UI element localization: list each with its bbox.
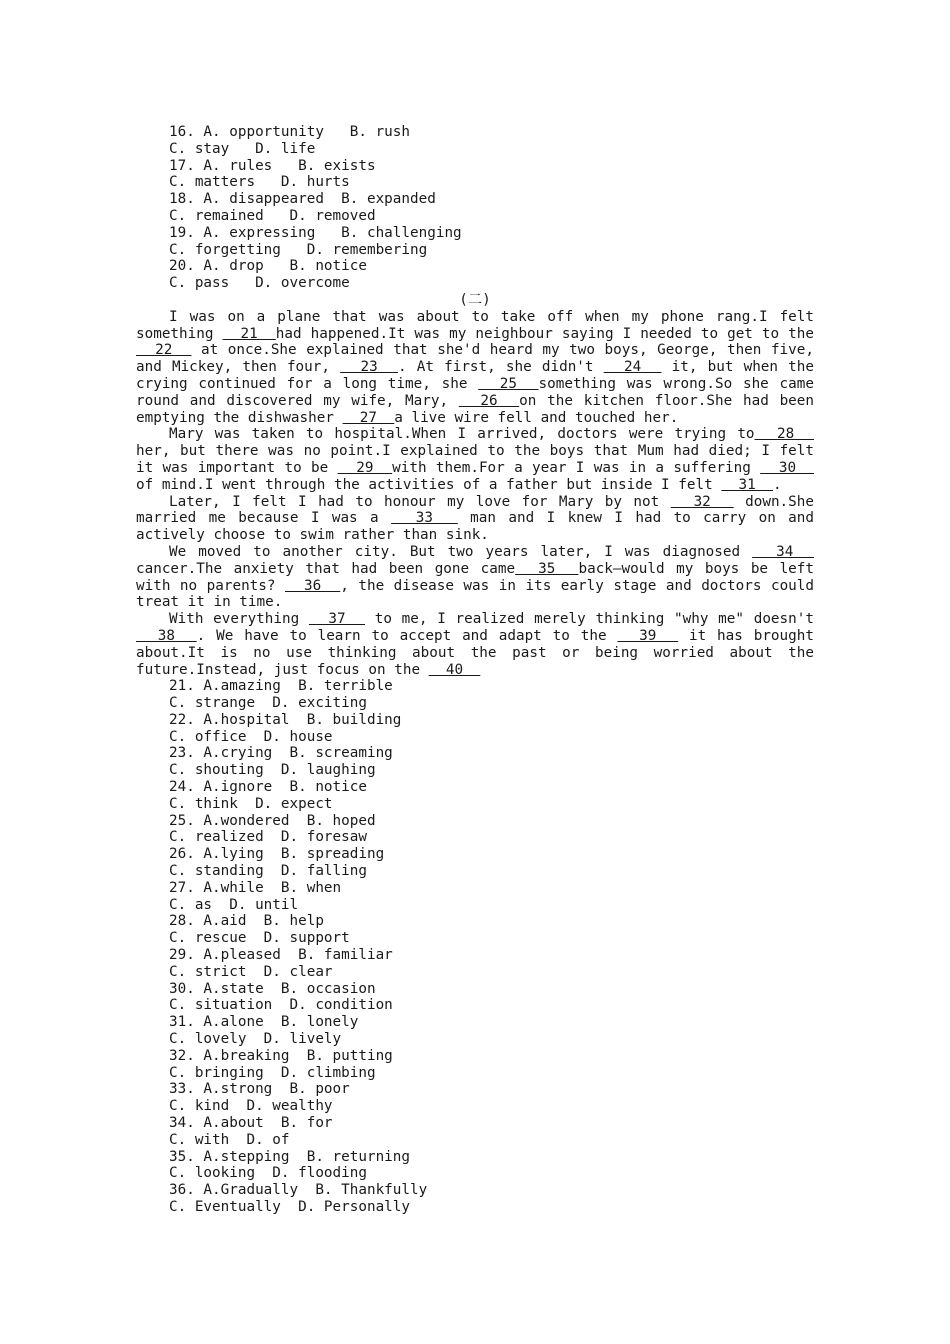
option-line: C. situation D. condition: [169, 997, 393, 1014]
blank-39: 39: [617, 627, 679, 644]
passage-text: of mind.I went through the activities of a father but inside I felt: [136, 476, 722, 493]
blank-28: 28: [754, 426, 814, 443]
option-line: 20. A. drop B. notice: [169, 258, 367, 275]
options-21-36: [136, 678, 814, 1216]
document-page: [136, 124, 814, 1216]
passage-text: at once.She explained that she'd heard my two boys, George, then five, and Mickey, then four,: [136, 342, 814, 376]
blank-38: 38: [136, 627, 197, 644]
passage-text: with them.For a year I was in a suffering: [392, 459, 761, 476]
blank-35: 35: [515, 560, 579, 577]
passage-text: back—would my boys be left with no parents?: [136, 560, 815, 594]
option-line: 23. A.crying B. screaming: [169, 745, 393, 762]
passage-text: Later, I felt I had to honour my love for Mary by not: [169, 493, 671, 510]
option-line: 21. A.amazing B. terrible: [169, 678, 393, 695]
blank-22: 22: [136, 342, 192, 359]
option-line: C. think D. expect: [169, 795, 333, 812]
blank-27: 27: [342, 409, 395, 426]
passage-text: on the kitchen floor.She had been emptying the dishwasher: [136, 392, 814, 426]
blank-25: 25: [478, 375, 539, 392]
option-line: C. realized D. foresaw: [169, 829, 367, 846]
option-line: 18. A. disappeared B. expanded: [169, 191, 436, 208]
passage-text: it, but when the crying continued for a long time, she: [136, 359, 814, 392]
option-line: 19. A. expressing B. challenging: [169, 224, 462, 241]
blank-32: 32: [670, 493, 734, 510]
passage-text: it has brought about.It is no use thinking about the past or being worried about the future.Instead, just focus on the: [136, 627, 814, 678]
option-line: 17. A. rules B. exists: [169, 157, 376, 174]
blank-24: 24: [603, 359, 662, 376]
blank-40: 40: [428, 661, 481, 678]
passage-text: a live wire fell and touched her.: [394, 409, 679, 426]
option-line: C. pass D. overcome: [169, 275, 350, 292]
option-line: C. lovely D. lively: [169, 1031, 342, 1048]
paragraph-4: [136, 544, 814, 611]
options-16-20: [136, 124, 814, 292]
option-line: 25. A.wondered B. hoped: [169, 812, 376, 829]
passage-text: something was wrong.So she came round and discovered my wife, Mary,: [136, 375, 814, 409]
passage-text: I was on a plane that was about to take off when my phone rang.I felt something: [136, 308, 814, 342]
option-line: 35. A.stepping B. returning: [169, 1148, 411, 1165]
option-line: C. Eventually D. Personally: [169, 1199, 411, 1215]
paragraph-3: [136, 494, 814, 544]
blank-33: 33: [391, 510, 458, 527]
blank-34: 34: [752, 543, 814, 560]
option-line: 30. A.state B. occasion: [169, 980, 376, 997]
blank-21: 21: [222, 325, 276, 342]
paragraph-1: [136, 309, 814, 427]
section-title: (二): [459, 291, 491, 308]
passage-text: her, but there was no point.I explained to the boys that Mum had died; I felt it was important to be: [136, 443, 814, 476]
option-line: C. kind D. wealthy: [169, 1098, 333, 1115]
option-line: 32. A.breaking B. putting: [169, 1047, 393, 1064]
option-line: 22. A.hospital B. building: [169, 711, 402, 728]
option-line: 31. A.alone B. lonely: [169, 1014, 359, 1031]
passage-text: . At first, she didn't: [397, 359, 604, 376]
option-line: 33. A.strong B. poor: [169, 1081, 350, 1098]
option-line: C. standing D. falling: [169, 863, 367, 880]
option-line: 24. A.ignore B. notice: [169, 779, 367, 796]
paragraph-2: [136, 426, 814, 493]
option-line: 16. A. opportunity B. rush: [169, 124, 411, 140]
blank-29: 29: [337, 459, 393, 476]
passage-text: to me, I realized merely thinking "why me" doesn't: [365, 611, 814, 628]
paragraph-5: [136, 611, 814, 678]
option-line: C. rescue D. support: [169, 930, 350, 947]
blank-23: 23: [340, 359, 398, 376]
passage-text: .: [772, 476, 782, 493]
option-line: C. shouting D. laughing: [169, 762, 376, 779]
passage-text: had happened.It was my neighbour saying I needed to get to the: [275, 325, 814, 342]
option-line: 29. A.pleased B. familiar: [169, 947, 393, 964]
passage-text: . We have to learn to accept and adapt to the: [196, 627, 618, 644]
option-line: C. strict D. clear: [169, 963, 333, 980]
passage-text: cancer.The anxiety that had been gone came: [136, 560, 516, 577]
passage-text: With everything: [169, 611, 309, 628]
option-line: 28. A.aid B. help: [169, 913, 324, 930]
option-line: 26. A.lying B. spreading: [169, 846, 385, 863]
option-line: C. matters D. hurts: [169, 174, 350, 191]
option-line: C. stay D. life: [169, 140, 316, 157]
option-line: 27. A.while B. when: [169, 879, 342, 896]
option-line: C. as D. until: [169, 896, 299, 913]
passage-text: , the disease was in its early stage and doctors could treat it in time.: [136, 577, 814, 611]
option-line: 36. A.Gradually B. Thankfully: [169, 1182, 428, 1199]
option-line: C. remained D. removed: [169, 207, 376, 224]
option-line: C. bringing D. climbing: [169, 1064, 376, 1081]
blank-31: 31: [721, 476, 773, 493]
blank-30: 30: [760, 459, 814, 476]
blank-36: 36: [285, 577, 341, 594]
option-line: C. with D. of: [169, 1131, 290, 1148]
option-line: C. looking D. flooding: [169, 1165, 367, 1182]
passage-text: down.She married me because I was a: [136, 493, 814, 527]
passage-text: Mary was taken to hospital.When I arrived, doctors were trying to: [169, 426, 755, 443]
cloze-passage: [136, 309, 814, 679]
option-line: 34. A.about B. for: [169, 1115, 333, 1132]
passage-text: We moved to another city. But two years later, I was diagnosed: [169, 543, 753, 560]
option-line: C. office D. house: [169, 728, 333, 745]
passage-text: man and I knew I had to carry on and actively choose to swim rather than sink.: [136, 510, 814, 544]
option-line: C. strange D. exciting: [169, 695, 367, 712]
blank-37: 37: [308, 611, 366, 628]
option-line: C. forgetting D. remembering: [169, 241, 428, 258]
blank-26: 26: [458, 392, 520, 409]
